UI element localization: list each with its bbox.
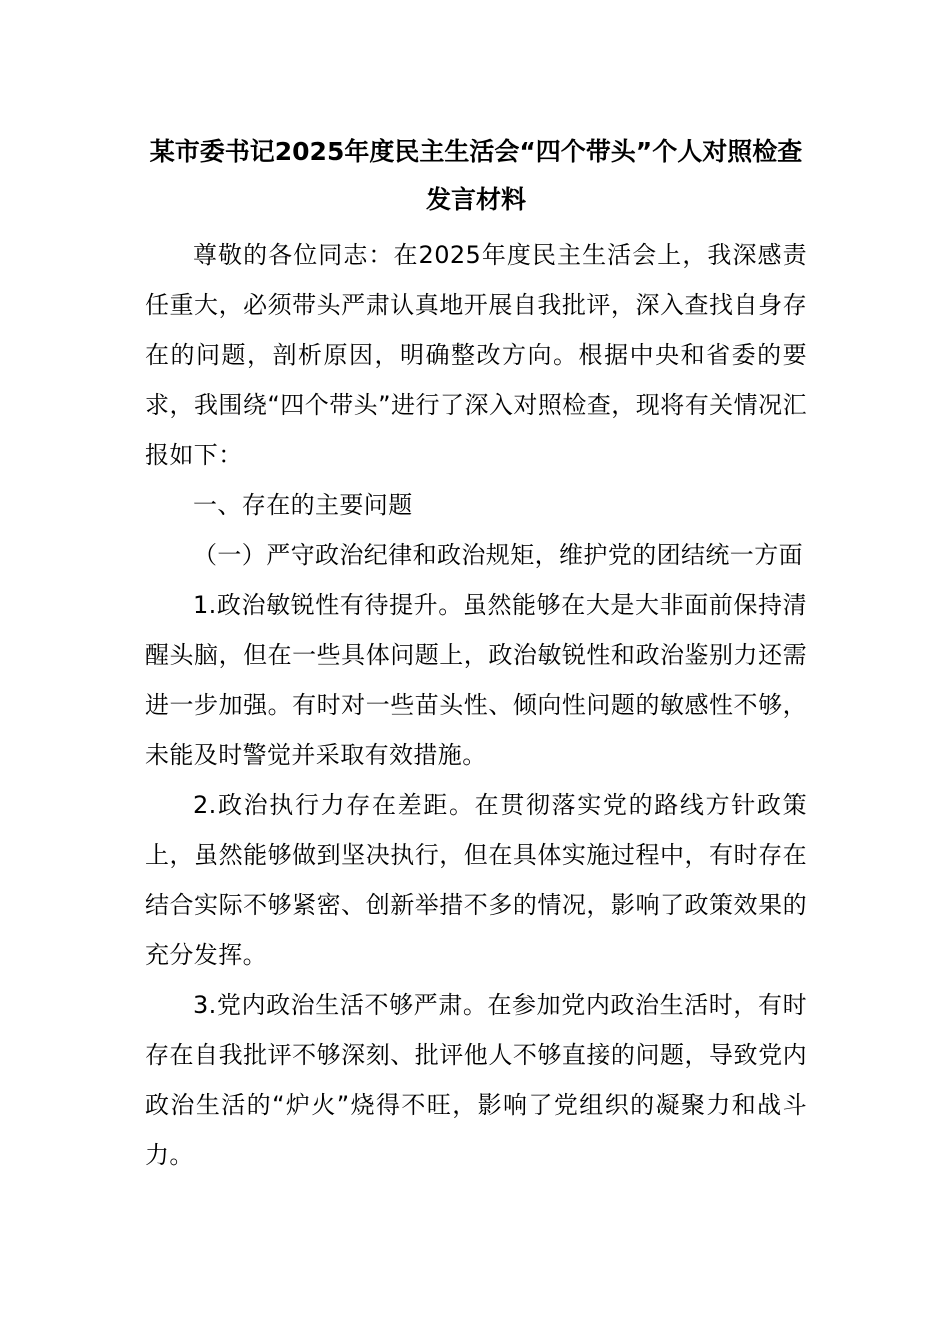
intro-paragraph: 尊敬的各位同志：在2025年度民主生活会上，我深感责任重大，必须带头严肃认真地开展自我批评，深入查找自身存在的问题，剖析原因，明确整改方向。根据中央和省委的要求，我围绕“四个带头”进行了深入对照检查，现将有关情况汇报如下：	[145, 241, 807, 469]
document-title	[145, 128, 807, 224]
item-paragraph-2: 2.政治执行力存在差距。在贯彻落实党的路线方针政策上，虽然能够做到坚决执行，但在具体实施过程中，有时存在结合实际不够紧密、创新举措不多的情况，影响了政策效果的充分发挥。	[145, 791, 807, 969]
section-heading-1: 一、存在的主要问题	[193, 491, 413, 519]
document-body	[145, 128, 807, 1180]
title-line-2: 发言材料	[425, 185, 526, 214]
item-paragraph-1: 1.政治敏锐性有待提升。虽然能够在大是大非面前保持清醒头脑，但在一些具体问题上，政治敏锐性和政治鉴别力还需进一步加强。有时对一些苗头性、倾向性问题的敏感性不够，未能及时警觉并采取有效措施。	[145, 591, 807, 769]
title-line-1: 某市委书记2025年度民主生活会“四个带头”个人对照检查	[149, 137, 803, 166]
item-paragraph-3: 3.党内政治生活不够严肃。在参加党内政治生活时，有时存在自我批评不够深刻、批评他人不够直接的问题，导致党内政治生活的“炉火”烧得不旺，影响了党组织的凝聚力和战斗力。	[145, 991, 807, 1169]
subsection-heading-1: （一）严守政治纪律和政治规矩，维护党的团结统一方面	[193, 541, 803, 569]
